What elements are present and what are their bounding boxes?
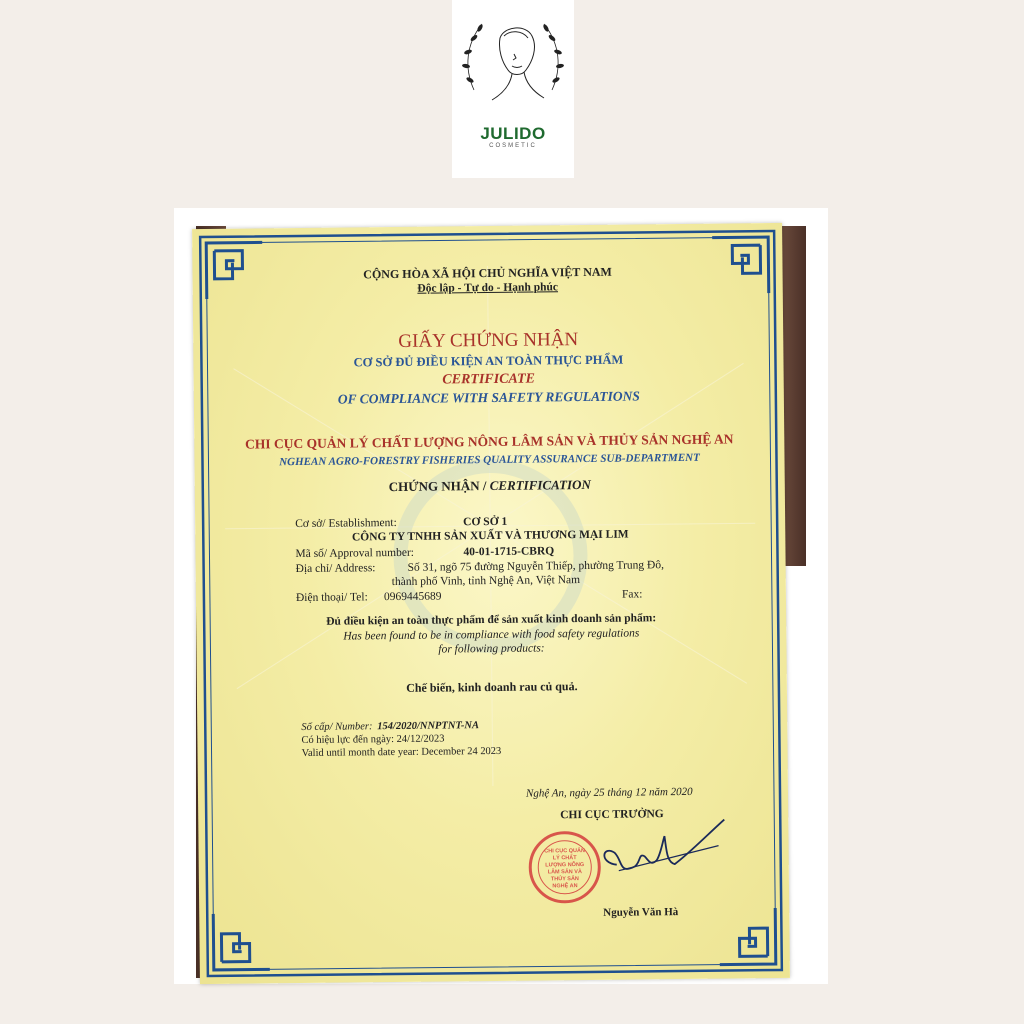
national-motto: Độc lập - Tự do - Hạnh phúc (417, 281, 559, 295)
place-and-date: Nghệ An, ngày 25 tháng 12 năm 2020 (525, 785, 693, 800)
signer-title: CHI CỤC TRƯỞNG (560, 808, 664, 822)
compliance-english-line-1: Has been found to be in compliance with food safety regulations (343, 627, 640, 643)
tel-label: Điện thoại/ Tel: (295, 591, 368, 605)
valid-until-vietnamese: Có hiệu lực đến ngày: 24/12/2023 (301, 733, 445, 746)
woman-portrait-logo-icon (452, 8, 574, 120)
issuer-vietnamese: CHI CỤC QUẢN LÝ CHẤT LƯỢNG NÔNG LÂM SẢN VÀ THỦY SẢN NGHỆ AN (245, 431, 734, 452)
title-vietnamese: GIẤY CHỨNG NHẬN (398, 329, 579, 352)
fax-label: Fax: (621, 588, 643, 601)
brand-name: JULIDO (480, 124, 546, 143)
country-name: CỘNG HÒA XÃ HỘI CHỦ NGHĨA VIỆT NAM (363, 264, 612, 282)
address-line-2: thành phố Vinh, tỉnh Nghệ An, Việt Nam (391, 574, 581, 589)
certificate-photo (174, 208, 828, 984)
approval-label: Mã số/ Approval number: (295, 546, 415, 561)
title-english: CERTIFICATE (442, 371, 536, 388)
establishment-value: CƠ SỞ 1 (463, 515, 508, 529)
address-line-1: Số 31, ngõ 75 đường Nguyễn Thiếp, phường Trung Đô, (407, 559, 665, 574)
desk-background-right (782, 226, 806, 566)
establishment-label: Cơ sở/ Establishment: (295, 516, 397, 531)
signature-icon (578, 804, 729, 896)
subtitle-english: OF COMPLIANCE WITH SAFETY REGULATIONS (337, 388, 640, 407)
address-label: Địa chỉ/ Address: (295, 562, 376, 576)
compliance-vietnamese: Đủ điều kiện an toàn thực phẩm để sản xuất kinh doanh sản phẩm: (326, 612, 657, 628)
certification-heading: CHỨNG NHẬN / CERTIFICATION (388, 476, 591, 495)
number-label: Số cấp/ Number: (301, 721, 373, 733)
valid-until-english: Valid until month date year: December 24 2023 (301, 745, 502, 759)
signer-name: Nguyễn Văn Hà (603, 906, 679, 919)
subtitle-vietnamese: CƠ SỞ ĐỦ ĐIỀU KIỆN AN TOÀN THỰC PHẨM (353, 352, 624, 370)
tel-value: 0969445689 (383, 590, 442, 604)
stamp-text: CHI CỤC QUẢN LÝ CHẤT LƯỢNG NÔNG LÂM SẢN VÀ THỦY SẢN NGHỆ AN (544, 848, 585, 890)
approval-number: 40-01-1715-CBRQ (463, 545, 555, 559)
brand-logo-card (452, 0, 574, 178)
company-name: CÔNG TY TNHH SẢN XUẤT VÀ THƯƠNG MẠI LIM (351, 528, 629, 544)
number-value: 154/2020/NNPTNT-NA (377, 720, 480, 733)
brand-tagline: COSMETIC (489, 143, 537, 149)
certificate-document (192, 223, 790, 984)
compliance-english-line-2: for following products: (438, 642, 545, 656)
product-description: Chế biến, kinh doanh rau củ quả. (406, 679, 578, 695)
issuer-english: NGHEAN AGRO-FORESTRY FISHERIES QUALITY ASSURANCE SUB-DEPARTMENT (279, 451, 700, 469)
